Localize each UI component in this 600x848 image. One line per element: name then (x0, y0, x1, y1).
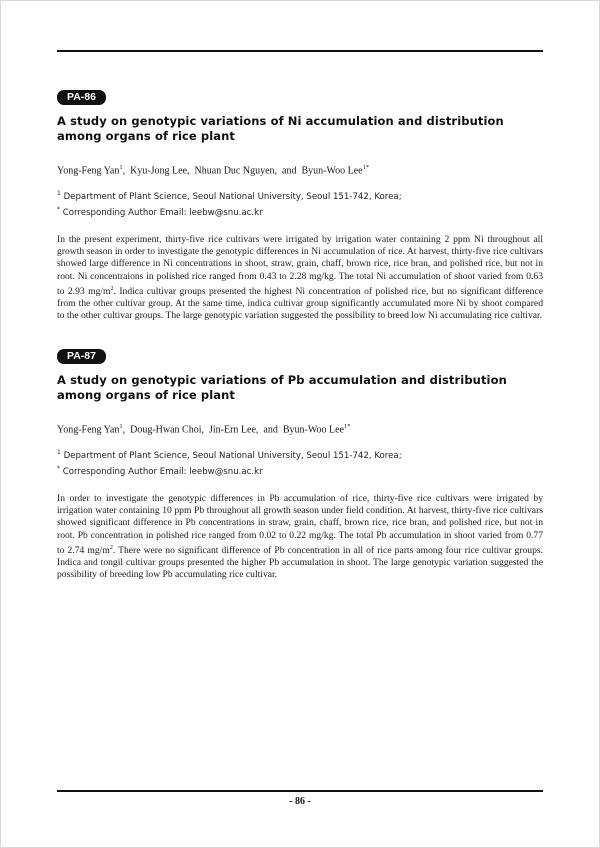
affiliation-mark: 1 (57, 449, 61, 457)
abstract-title: A study on genotypic variations of Ni accumulation and distribution among organs of rice plant (57, 114, 504, 143)
abstract-id-badge: PA-86 (57, 90, 106, 105)
corresponding-line (57, 204, 543, 219)
body-text-part: . There were no significant difference of Pb concentration in all of rice parts among four rice cultivar groups. Indica and tongil cultivar groups presented the higher Pb accumulation in shoot. The large genotypic variation suggested the possibility of breeding low Pb accumulating rice cultivar. (57, 545, 544, 581)
author-name: Jin-Ern Lee (208, 424, 256, 436)
author-name: Nhuan Duc Nguyen (194, 165, 275, 177)
author-affil-mark: 1 (119, 164, 123, 171)
affiliation-text: Department of Plant Science, Seoul National University, Seoul 151-742, Korea; (63, 192, 402, 203)
abstract-pa-86 (57, 87, 543, 323)
affiliations (57, 188, 543, 219)
author-name: Yong-Feng Yan (57, 165, 120, 177)
author-affil-mark: 1 (119, 423, 123, 430)
abstract-body (57, 493, 543, 582)
footer-rule (57, 790, 543, 792)
corresponding-line (57, 463, 543, 478)
affiliation-mark: 1 (57, 190, 61, 198)
affiliation-line (57, 447, 543, 462)
corresponding-mark: * (57, 205, 60, 213)
corresponding-mark: * (57, 464, 60, 472)
affiliations (57, 447, 543, 478)
abstract-id-badge: PA-87 (57, 349, 106, 364)
body-text-part: In order to investigate the genotypic differences in Pb accumulation of rice, thirty-five rice cultivars were irrigated by irrigation water containing 10 ppm Pb throughout all growth season under field condition. At harvest, thirty-five rice cultivars showed significant difference in Pb concentrations in straw, grain, chaff, brown rice, rice bran, and polished rice, but not in root. Pb concentration in polished rice ranged from 0.02 to 0.22 mg/kg. The total Pb accumulation in shoot varied from 0.77 to 2.74 mg/m (57, 493, 543, 557)
page-number: - 86 - (289, 796, 311, 807)
author-name: Doug-Hwan Choi (130, 424, 202, 436)
author-name: Byun-Woo Lee (282, 424, 344, 436)
affiliation-line (57, 188, 543, 203)
author-list: Yong-Feng Yan$^1$, Doug-Hwan Choi, Jin-Ern Lee, and Byun-Woo Lee$^{1*}$ (57, 423, 351, 436)
corresponding-text: Corresponding Author Email: leebw@snu.ac.kr (62, 466, 263, 477)
author-name: Byun-Woo Lee (301, 165, 363, 177)
author-affil-mark: 1* (344, 423, 351, 430)
author-name: Yong-Feng Yan (57, 424, 120, 436)
body-text-part: In the present experiment, thirty-five rice cultivars were irrigated by irrigation water containing 2 ppm Ni throughout all growth season in order to investigate the genotypic differences in Ni accumulation of rice. At harvest, thirty-five rice cultivars showed large difference in Ni concentrations in shoot, straw, grain, chaff, brown rice, rice bran, and polished rice, but not in root. Ni concentraions in polished rice ranged from 0.43 to 2.28 mg/kg. The total Ni accumulation of shoot varied from 0.63 to 2.93 mg/m (57, 234, 543, 298)
unit-superscript: 2 (109, 544, 113, 551)
abstract-title: A study on genotypic variations of Pb accumulation and distribution among organs of rice plant (57, 373, 507, 402)
author-affil-mark: 1* (362, 164, 370, 171)
affiliation-text: Department of Plant Science, Seoul National University, Seoul 151-742, Korea; (63, 451, 402, 462)
corresponding-text: Corresponding Author Email: leebw@snu.ac.kr (62, 207, 263, 218)
author-name: Kyu-Jong Lee (130, 165, 188, 177)
abstract-pa-87 (57, 346, 543, 582)
abstract-body (57, 234, 543, 323)
unit-superscript: 2 (110, 285, 114, 292)
header-rule (57, 50, 543, 52)
author-list: Yong-Feng Yan$^1$, Kyu-Jong Lee, Nhuan Duc Nguyen, and Byun-Woo Lee$^{1*}$ (57, 164, 370, 177)
body-text-part: . Indica cultivar groups presented the highest Ni concentration of polished rice, but no significant difference from the other cultivar group. At the same time, indica cultivar group significantly accumulated more Ni by shoot compared to the other cultivar groups. The large genotypic variation suggested the possibility to breed low Ni accumulating rice cultivar. (57, 286, 543, 322)
